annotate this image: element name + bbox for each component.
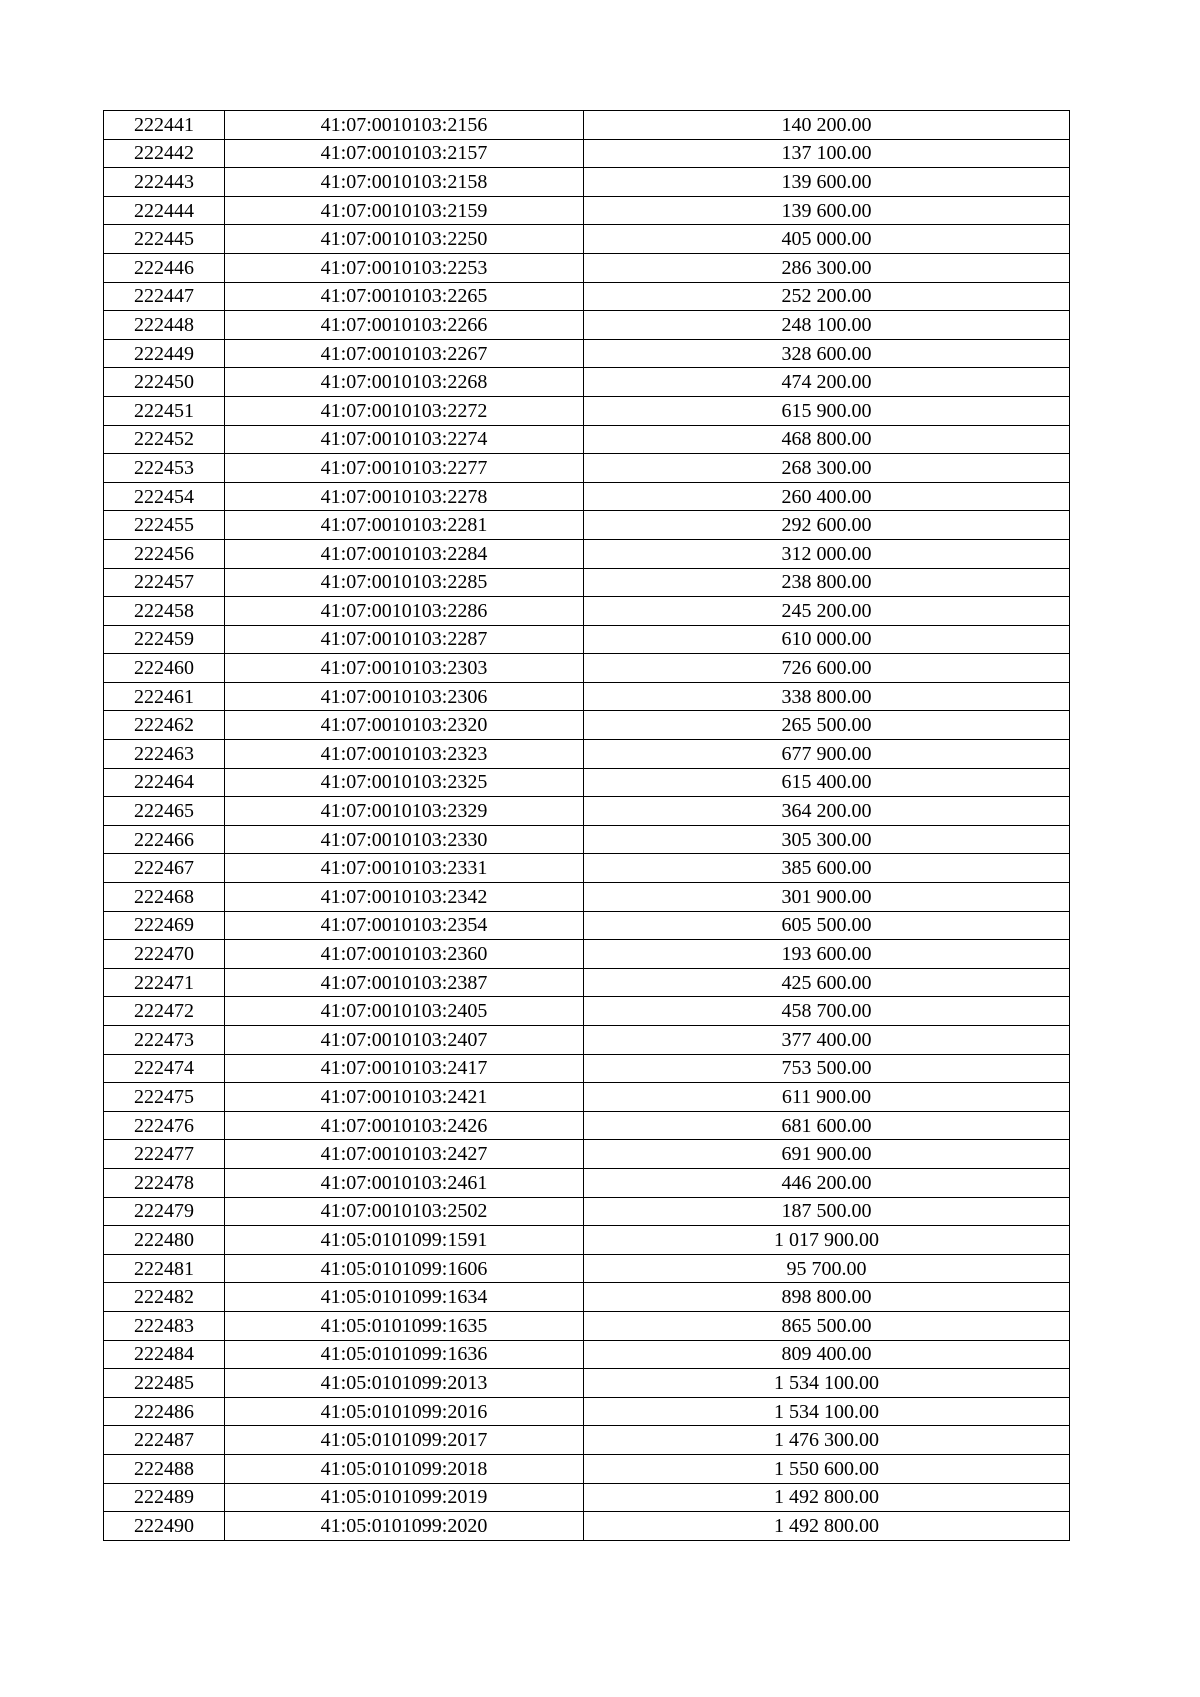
- row-number-cell: 222477: [104, 1140, 225, 1169]
- cadastral-number-cell: 41:07:0010103:2330: [225, 825, 584, 854]
- cadastral-number-cell: 41:07:0010103:2250: [225, 225, 584, 254]
- table-row: [104, 311, 1070, 340]
- table-row: [104, 940, 1070, 969]
- cadastral-number-cell: 41:07:0010103:2268: [225, 368, 584, 397]
- table-row: [104, 396, 1070, 425]
- value-cell: 260 400.00: [584, 482, 1070, 511]
- cadastral-number-cell: 41:05:0101099:2016: [225, 1397, 584, 1426]
- row-number-cell: 222462: [104, 711, 225, 740]
- row-number-cell: 222450: [104, 368, 225, 397]
- value-cell: 1 534 100.00: [584, 1369, 1070, 1398]
- value-cell: 1 017 900.00: [584, 1226, 1070, 1255]
- cadastral-number-cell: 41:07:0010103:2323: [225, 740, 584, 769]
- table-row: [104, 168, 1070, 197]
- value-cell: 677 900.00: [584, 740, 1070, 769]
- row-number-cell: 222472: [104, 997, 225, 1026]
- cadastral-number-cell: 41:07:0010103:2286: [225, 597, 584, 626]
- table-row: [104, 711, 1070, 740]
- row-number-cell: 222459: [104, 625, 225, 654]
- table-row: [104, 1426, 1070, 1455]
- row-number-cell: 222478: [104, 1168, 225, 1197]
- cadastral-number-cell: 41:05:0101099:2017: [225, 1426, 584, 1455]
- table-row: [104, 968, 1070, 997]
- cadastral-number-cell: 41:07:0010103:2253: [225, 253, 584, 282]
- row-number-cell: 222490: [104, 1512, 225, 1541]
- table-row: [104, 1026, 1070, 1055]
- cadastral-number-cell: 41:07:0010103:2354: [225, 911, 584, 940]
- cadastral-value-table: [103, 110, 1070, 1541]
- cadastral-number-cell: 41:07:0010103:2426: [225, 1111, 584, 1140]
- table-row: [104, 682, 1070, 711]
- row-number-cell: 222464: [104, 768, 225, 797]
- table-row: [104, 825, 1070, 854]
- cadastral-number-cell: 41:07:0010103:2156: [225, 111, 584, 140]
- row-number-cell: 222452: [104, 425, 225, 454]
- cadastral-number-cell: 41:07:0010103:2417: [225, 1054, 584, 1083]
- row-number-cell: 222476: [104, 1111, 225, 1140]
- table-row: [104, 1140, 1070, 1169]
- table-row: [104, 797, 1070, 826]
- table-row: [104, 1283, 1070, 1312]
- cadastral-number-cell: 41:07:0010103:2277: [225, 454, 584, 483]
- table-row: [104, 539, 1070, 568]
- cadastral-number-cell: 41:07:0010103:2360: [225, 940, 584, 969]
- value-cell: 268 300.00: [584, 454, 1070, 483]
- cadastral-number-cell: 41:05:0101099:2018: [225, 1454, 584, 1483]
- cadastral-number-cell: 41:07:0010103:2287: [225, 625, 584, 654]
- table-row: [104, 568, 1070, 597]
- value-cell: 312 000.00: [584, 539, 1070, 568]
- value-cell: 1 476 300.00: [584, 1426, 1070, 1455]
- table-row: [104, 997, 1070, 1026]
- table-row: [104, 654, 1070, 683]
- value-cell: 809 400.00: [584, 1340, 1070, 1369]
- value-cell: 338 800.00: [584, 682, 1070, 711]
- cadastral-number-cell: 41:07:0010103:2461: [225, 1168, 584, 1197]
- row-number-cell: 222454: [104, 482, 225, 511]
- cadastral-number-cell: 41:07:0010103:2331: [225, 854, 584, 883]
- table-row: [104, 1483, 1070, 1512]
- row-number-cell: 222486: [104, 1397, 225, 1426]
- row-number-cell: 222443: [104, 168, 225, 197]
- value-cell: 137 100.00: [584, 139, 1070, 168]
- row-number-cell: 222447: [104, 282, 225, 311]
- row-number-cell: 222482: [104, 1283, 225, 1312]
- value-cell: 292 600.00: [584, 511, 1070, 540]
- value-cell: 193 600.00: [584, 940, 1070, 969]
- cadastral-number-cell: 41:05:0101099:2020: [225, 1512, 584, 1541]
- value-cell: 605 500.00: [584, 911, 1070, 940]
- row-number-cell: 222461: [104, 682, 225, 711]
- value-cell: 405 000.00: [584, 225, 1070, 254]
- cadastral-number-cell: 41:07:0010103:2502: [225, 1197, 584, 1226]
- row-number-cell: 222489: [104, 1483, 225, 1512]
- cadastral-number-cell: 41:07:0010103:2303: [225, 654, 584, 683]
- value-cell: 615 900.00: [584, 396, 1070, 425]
- value-cell: 364 200.00: [584, 797, 1070, 826]
- value-cell: 139 600.00: [584, 168, 1070, 197]
- table-row: [104, 1254, 1070, 1283]
- cadastral-number-cell: 41:07:0010103:2158: [225, 168, 584, 197]
- value-cell: 139 600.00: [584, 196, 1070, 225]
- row-number-cell: 222441: [104, 111, 225, 140]
- row-number-cell: 222458: [104, 597, 225, 626]
- table-row: [104, 425, 1070, 454]
- value-cell: 305 300.00: [584, 825, 1070, 854]
- table-body: [104, 111, 1070, 1541]
- row-number-cell: 222468: [104, 883, 225, 912]
- cadastral-number-cell: 41:07:0010103:2265: [225, 282, 584, 311]
- value-cell: 753 500.00: [584, 1054, 1070, 1083]
- row-number-cell: 222445: [104, 225, 225, 254]
- table-row: [104, 368, 1070, 397]
- value-cell: 691 900.00: [584, 1140, 1070, 1169]
- value-cell: 726 600.00: [584, 654, 1070, 683]
- table-row: [104, 1168, 1070, 1197]
- table-row: [104, 225, 1070, 254]
- value-cell: 187 500.00: [584, 1197, 1070, 1226]
- row-number-cell: 222480: [104, 1226, 225, 1255]
- cadastral-number-cell: 41:05:0101099:2019: [225, 1483, 584, 1512]
- row-number-cell: 222481: [104, 1254, 225, 1283]
- row-number-cell: 222488: [104, 1454, 225, 1483]
- value-cell: 286 300.00: [584, 253, 1070, 282]
- table-row: [104, 1340, 1070, 1369]
- value-cell: 898 800.00: [584, 1283, 1070, 1312]
- table-row: [104, 196, 1070, 225]
- value-cell: 468 800.00: [584, 425, 1070, 454]
- cadastral-number-cell: 41:05:0101099:2013: [225, 1369, 584, 1398]
- row-number-cell: 222453: [104, 454, 225, 483]
- value-cell: 252 200.00: [584, 282, 1070, 311]
- value-cell: 425 600.00: [584, 968, 1070, 997]
- table-row: [104, 482, 1070, 511]
- cadastral-number-cell: 41:05:0101099:1636: [225, 1340, 584, 1369]
- row-number-cell: 222484: [104, 1340, 225, 1369]
- value-cell: 1 492 800.00: [584, 1512, 1070, 1541]
- row-number-cell: 222485: [104, 1369, 225, 1398]
- cadastral-number-cell: 41:07:0010103:2274: [225, 425, 584, 454]
- table-row: [104, 625, 1070, 654]
- table-row: [104, 253, 1070, 282]
- row-number-cell: 222471: [104, 968, 225, 997]
- cadastral-number-cell: 41:07:0010103:2320: [225, 711, 584, 740]
- cadastral-number-cell: 41:07:0010103:2278: [225, 482, 584, 511]
- cadastral-number-cell: 41:07:0010103:2284: [225, 539, 584, 568]
- row-number-cell: 222460: [104, 654, 225, 683]
- row-number-cell: 222483: [104, 1311, 225, 1340]
- value-cell: 865 500.00: [584, 1311, 1070, 1340]
- table-row: [104, 1083, 1070, 1112]
- table-row: [104, 911, 1070, 940]
- table-row: [104, 1369, 1070, 1398]
- value-cell: 611 900.00: [584, 1083, 1070, 1112]
- row-number-cell: 222463: [104, 740, 225, 769]
- row-number-cell: 222466: [104, 825, 225, 854]
- cadastral-number-cell: 41:07:0010103:2306: [225, 682, 584, 711]
- table-row: [104, 1397, 1070, 1426]
- cadastral-number-cell: 41:07:0010103:2421: [225, 1083, 584, 1112]
- table-row: [104, 1512, 1070, 1541]
- cadastral-number-cell: 41:07:0010103:2285: [225, 568, 584, 597]
- row-number-cell: 222457: [104, 568, 225, 597]
- value-cell: 328 600.00: [584, 339, 1070, 368]
- row-number-cell: 222469: [104, 911, 225, 940]
- cadastral-number-cell: 41:07:0010103:2159: [225, 196, 584, 225]
- value-cell: 265 500.00: [584, 711, 1070, 740]
- row-number-cell: 222473: [104, 1026, 225, 1055]
- cadastral-number-cell: 41:05:0101099:1606: [225, 1254, 584, 1283]
- table-row: [104, 854, 1070, 883]
- cadastral-number-cell: 41:07:0010103:2407: [225, 1026, 584, 1055]
- row-number-cell: 222467: [104, 854, 225, 883]
- cadastral-number-cell: 41:07:0010103:2281: [225, 511, 584, 540]
- row-number-cell: 222479: [104, 1197, 225, 1226]
- row-number-cell: 222455: [104, 511, 225, 540]
- row-number-cell: 222470: [104, 940, 225, 969]
- table-row: [104, 1197, 1070, 1226]
- value-cell: 458 700.00: [584, 997, 1070, 1026]
- row-number-cell: 222465: [104, 797, 225, 826]
- row-number-cell: 222448: [104, 311, 225, 340]
- table-row: [104, 139, 1070, 168]
- value-cell: 446 200.00: [584, 1168, 1070, 1197]
- table-row: [104, 1454, 1070, 1483]
- value-cell: 301 900.00: [584, 883, 1070, 912]
- value-cell: 238 800.00: [584, 568, 1070, 597]
- table-row: [104, 768, 1070, 797]
- value-cell: 377 400.00: [584, 1026, 1070, 1055]
- table-row: [104, 339, 1070, 368]
- row-number-cell: 222444: [104, 196, 225, 225]
- row-number-cell: 222449: [104, 339, 225, 368]
- value-cell: 1 492 800.00: [584, 1483, 1070, 1512]
- value-cell: 385 600.00: [584, 854, 1070, 883]
- table-row: [104, 1226, 1070, 1255]
- value-cell: 248 100.00: [584, 311, 1070, 340]
- cadastral-number-cell: 41:07:0010103:2427: [225, 1140, 584, 1169]
- row-number-cell: 222456: [104, 539, 225, 568]
- cadastral-number-cell: 41:07:0010103:2266: [225, 311, 584, 340]
- table-row: [104, 883, 1070, 912]
- value-cell: 615 400.00: [584, 768, 1070, 797]
- table-row: [104, 111, 1070, 140]
- cadastral-number-cell: 41:07:0010103:2272: [225, 396, 584, 425]
- cadastral-number-cell: 41:05:0101099:1634: [225, 1283, 584, 1312]
- table-row: [104, 740, 1070, 769]
- row-number-cell: 222475: [104, 1083, 225, 1112]
- cadastral-number-cell: 41:07:0010103:2157: [225, 139, 584, 168]
- table-row: [104, 1111, 1070, 1140]
- cadastral-number-cell: 41:05:0101099:1635: [225, 1311, 584, 1340]
- value-cell: 1 550 600.00: [584, 1454, 1070, 1483]
- table-row: [104, 1054, 1070, 1083]
- value-cell: 245 200.00: [584, 597, 1070, 626]
- cadastral-number-cell: 41:07:0010103:2405: [225, 997, 584, 1026]
- value-cell: 95 700.00: [584, 1254, 1070, 1283]
- cadastral-number-cell: 41:07:0010103:2267: [225, 339, 584, 368]
- value-cell: 681 600.00: [584, 1111, 1070, 1140]
- cadastral-number-cell: 41:07:0010103:2325: [225, 768, 584, 797]
- table-row: [104, 1311, 1070, 1340]
- row-number-cell: 222474: [104, 1054, 225, 1083]
- value-cell: 140 200.00: [584, 111, 1070, 140]
- cadastral-number-cell: 41:07:0010103:2387: [225, 968, 584, 997]
- table-row: [104, 511, 1070, 540]
- row-number-cell: 222446: [104, 253, 225, 282]
- value-cell: 1 534 100.00: [584, 1397, 1070, 1426]
- cadastral-number-cell: 41:07:0010103:2342: [225, 883, 584, 912]
- row-number-cell: 222487: [104, 1426, 225, 1455]
- table-row: [104, 597, 1070, 626]
- table-row: [104, 454, 1070, 483]
- row-number-cell: 222442: [104, 139, 225, 168]
- cadastral-number-cell: 41:05:0101099:1591: [225, 1226, 584, 1255]
- cadastral-number-cell: 41:07:0010103:2329: [225, 797, 584, 826]
- table-row: [104, 282, 1070, 311]
- row-number-cell: 222451: [104, 396, 225, 425]
- value-cell: 474 200.00: [584, 368, 1070, 397]
- value-cell: 610 000.00: [584, 625, 1070, 654]
